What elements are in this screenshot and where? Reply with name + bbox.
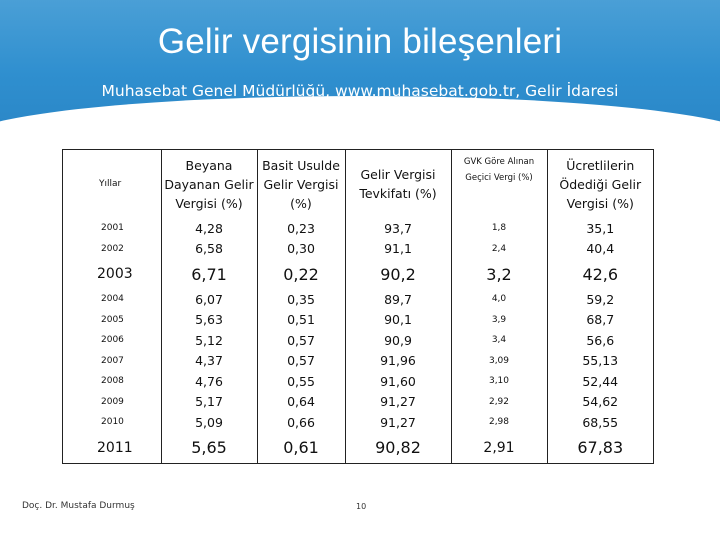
cell-withholding: 93,7 — [345, 218, 451, 239]
cell-wage: 52,44 — [547, 371, 653, 392]
header-withholding-tax: Gelir Vergisi Tevkifatı (%) — [345, 150, 451, 218]
cell-simple: 0,23 — [257, 218, 345, 239]
cell-simple: 0,30 — [257, 239, 345, 260]
subtitle-line-2: Başkanlığı Faaliyet Raporları — [250, 104, 470, 122]
tax-components-table — [63, 150, 653, 463]
page-number: 10 — [356, 502, 367, 511]
cell-year: 2007 — [101, 355, 124, 366]
table-row — [63, 259, 653, 289]
cell-withholding: 91,60 — [345, 371, 451, 392]
cell-declared: 6,71 — [161, 259, 257, 289]
slide-title: Gelir vergisinin bileşenleri — [157, 22, 563, 61]
data-table-frame — [62, 149, 654, 464]
table-row — [63, 289, 653, 310]
cell-declared: 5,65 — [161, 433, 257, 463]
cell-wage: 59,2 — [547, 289, 653, 310]
cell-provisional: 3,10 — [451, 371, 547, 392]
cell-year: 2004 — [101, 294, 124, 305]
table-row — [63, 392, 653, 413]
cell-simple: 0,55 — [257, 371, 345, 392]
cell-declared: 4,37 — [161, 351, 257, 372]
cell-provisional: 4,0 — [451, 289, 547, 310]
cell-year: 2009 — [101, 396, 124, 407]
cell-wage: 54,62 — [547, 392, 653, 413]
cell-simple: 0,66 — [257, 412, 345, 433]
header-provisional-tax: GVK Göre Alınan Geçici Vergi (%) — [451, 150, 547, 218]
cell-year: 2006 — [101, 335, 124, 346]
cell-provisional: 3,2 — [451, 259, 547, 289]
cell-declared: 4,28 — [161, 218, 257, 239]
cell-simple: 0,57 — [257, 330, 345, 351]
cell-provisional: 2,91 — [451, 433, 547, 463]
cell-year: 2010 — [101, 417, 124, 428]
cell-year: 2003 — [97, 266, 133, 282]
cell-provisional: 3,09 — [451, 351, 547, 372]
subtitle-line-1: Muhasebat Genel Müdürlüğü, www.muhasebat.gob.tr, Gelir İdaresi — [101, 82, 619, 100]
table-row — [63, 351, 653, 372]
cell-provisional: 2,98 — [451, 412, 547, 433]
cell-simple: 0,51 — [257, 310, 345, 331]
table-row — [63, 412, 653, 433]
cell-wage: 35,1 — [547, 218, 653, 239]
cell-year: 2001 — [101, 223, 124, 234]
cell-declared: 4,76 — [161, 371, 257, 392]
cell-declared: 5,17 — [161, 392, 257, 413]
table-row — [63, 330, 653, 351]
cell-wage: 56,6 — [547, 330, 653, 351]
header-declared-income-tax: Beyana Dayanan Gelir Vergisi (%) — [161, 150, 257, 218]
cell-withholding: 90,2 — [345, 259, 451, 289]
cell-year: 2005 — [101, 314, 124, 325]
cell-simple: 0,35 — [257, 289, 345, 310]
table-header-row — [63, 150, 653, 218]
cell-wage: 68,55 — [547, 412, 653, 433]
cell-provisional: 3,9 — [451, 310, 547, 331]
table-row — [63, 239, 653, 260]
cell-withholding: 90,82 — [345, 433, 451, 463]
cell-wage: 67,83 — [547, 433, 653, 463]
header-years: Yıllar — [99, 178, 122, 189]
cell-wage: 42,6 — [547, 259, 653, 289]
cell-wage: 55,13 — [547, 351, 653, 372]
cell-provisional: 2,92 — [451, 392, 547, 413]
cell-declared: 6,58 — [161, 239, 257, 260]
cell-wage: 68,7 — [547, 310, 653, 331]
cell-declared: 6,07 — [161, 289, 257, 310]
cell-declared: 5,09 — [161, 412, 257, 433]
cell-withholding: 91,1 — [345, 239, 451, 260]
cell-withholding: 89,7 — [345, 289, 451, 310]
header-wage-earners-tax: Ücretlilerin Ödediği Gelir Vergisi (%) — [547, 150, 653, 218]
table-row — [63, 310, 653, 331]
cell-wage: 40,4 — [547, 239, 653, 260]
table-row — [63, 371, 653, 392]
cell-simple: 0,57 — [257, 351, 345, 372]
slide-subtitle — [60, 80, 660, 124]
cell-year: 2002 — [101, 243, 124, 254]
table-row — [63, 433, 653, 463]
cell-year: 2011 — [97, 439, 133, 456]
footer-author: Doç. Dr. Mustafa Durmuş — [22, 501, 135, 511]
cell-provisional: 2,4 — [451, 239, 547, 260]
table-row — [63, 218, 653, 239]
cell-withholding: 91,27 — [345, 412, 451, 433]
cell-simple: 0,64 — [257, 392, 345, 413]
cell-provisional: 1,8 — [451, 218, 547, 239]
cell-withholding: 90,9 — [345, 330, 451, 351]
cell-withholding: 91,27 — [345, 392, 451, 413]
cell-withholding: 91,96 — [345, 351, 451, 372]
cell-declared: 5,63 — [161, 310, 257, 331]
cell-withholding: 90,1 — [345, 310, 451, 331]
cell-declared: 5,12 — [161, 330, 257, 351]
cell-year: 2008 — [101, 376, 124, 387]
header-simple-method-tax: Basit Usulde Gelir Vergisi (%) — [257, 150, 345, 218]
cell-simple: 0,61 — [257, 433, 345, 463]
cell-simple: 0,22 — [257, 259, 345, 289]
cell-provisional: 3,4 — [451, 330, 547, 351]
